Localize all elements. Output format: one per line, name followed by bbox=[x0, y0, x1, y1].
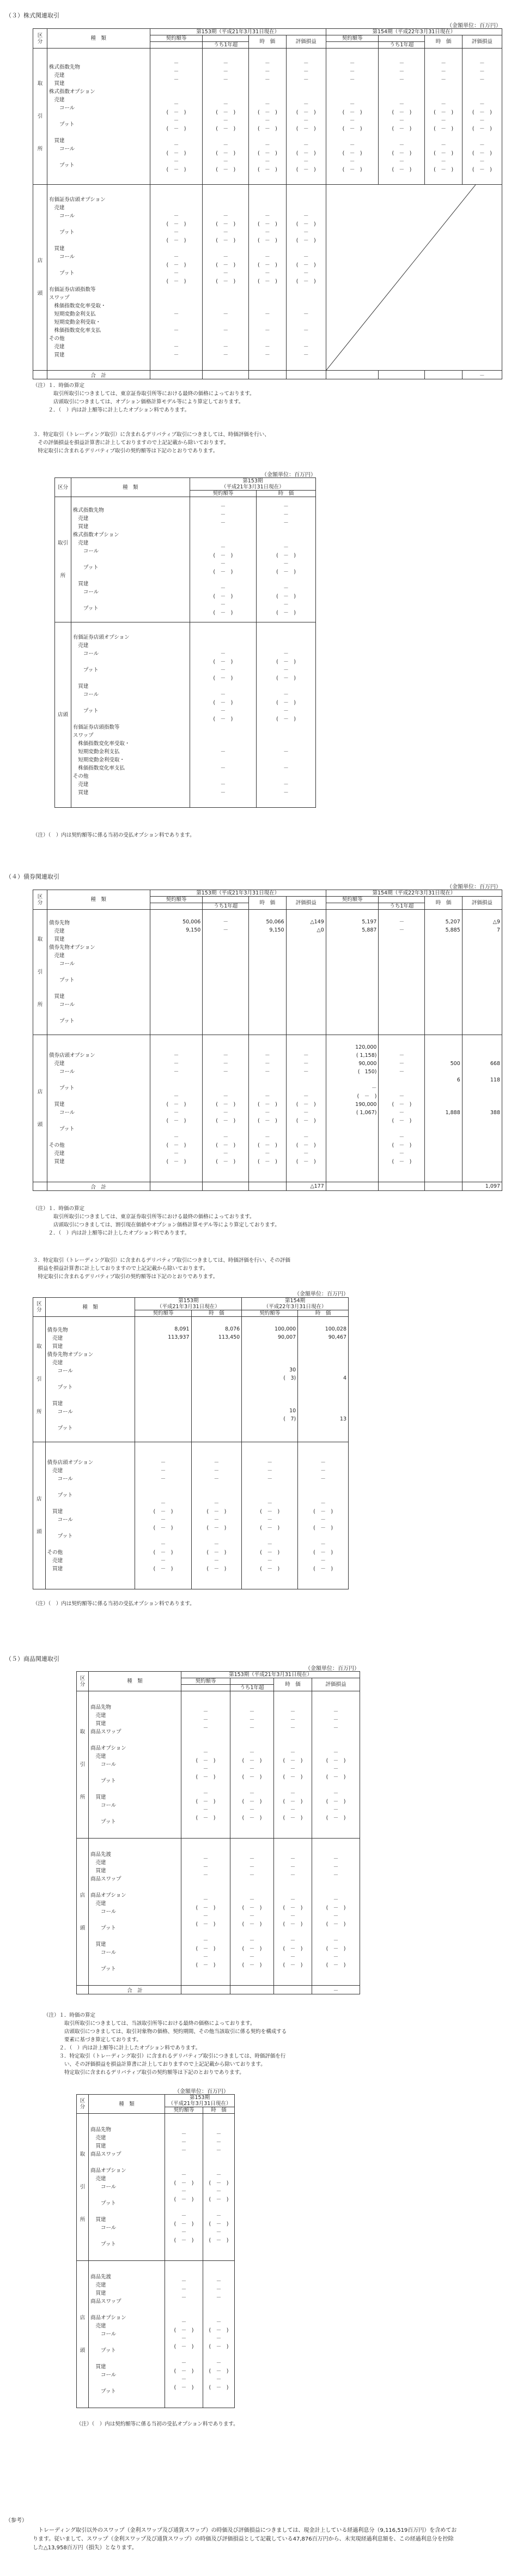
cell-values: － － － － ( － ) － ( － ) － ( － ) － ( － ) bbox=[274, 1839, 312, 1986]
col-fair-value: 時 価 bbox=[274, 1678, 312, 1691]
cell-values: － － － － ( － ) － ( － ) － ( － ) － ( － ) bbox=[425, 49, 462, 185]
row-labels: 商品先渡 売建 買建 商品スワップ 商品オプション 売建 コール プット 買建 コール プット bbox=[89, 1839, 181, 1986]
col-fair-value: 時 価 bbox=[249, 35, 286, 49]
total-label: 合 計 bbox=[47, 371, 150, 379]
cell-values: － ( － ) － ( － ) － ( － ) － ( － ) － － － － bbox=[203, 185, 249, 371]
cell-values: － － － － ( － ) － ( － ) － ( － ) － ( － ) bbox=[150, 1035, 203, 1182]
col-contract: 契約額等 bbox=[326, 897, 379, 903]
col-shurui: 種 類 bbox=[89, 1672, 181, 1691]
unit-label: （金額単位：百万円） bbox=[174, 2089, 229, 2095]
col-shurui: 種 類 bbox=[47, 29, 150, 49]
cell-values: － － － － ( － ) － ( － ) － ( － ) － ( － ) bbox=[379, 49, 425, 185]
group-exchange: 取引所 bbox=[77, 2114, 89, 2261]
group-exchange: 取引所 bbox=[33, 49, 47, 185]
cell-values: 5,207 5,885 bbox=[425, 910, 462, 1035]
unit-label: （金額単位：百万円） bbox=[447, 23, 501, 29]
cell-values: － － － － ( － ) － ( － ) － ( － ) － ( － ) bbox=[462, 49, 502, 185]
cell-values: － － － － ( － ) － ( － ) － ( － ) － ( － ) bbox=[249, 1035, 286, 1182]
col-contract: 契約額等 bbox=[242, 1310, 298, 1317]
total-valuation-154: 1,097 bbox=[462, 1182, 502, 1191]
col-shurui: 種 類 bbox=[47, 890, 150, 910]
col-period-153: 第153期 （平成21年3月31日現在） bbox=[165, 2095, 235, 2107]
cell-values: 8,076 113,450 bbox=[191, 1317, 242, 1442]
cell-values: 120,000 ( 1,158) 90,000 ( 150) － ( － ) 190,000 ( 1,067) bbox=[326, 1035, 379, 1182]
cell-values: － － － － ( － ) － ( － ) － ( － ) － ( － ) bbox=[274, 1691, 312, 1839]
col-period-153: 第153期 （平成21年3月31日現在） bbox=[190, 478, 315, 491]
col-valuation: 評価損益 bbox=[462, 897, 502, 910]
note: （注）（ ）内は契約額等に係る当初の受払オプション料であります。 bbox=[33, 832, 195, 838]
col-fair-value: 時 価 bbox=[425, 897, 462, 910]
col-period-154: 第154期（平成22年3月31日現在） bbox=[326, 29, 502, 35]
col-fair-value: 時 価 bbox=[249, 897, 286, 910]
col-contract: 契約額等 bbox=[326, 35, 379, 42]
cell-values: － － － － ( － ) － ( － ) － ( － ) － ( － ) bbox=[379, 1035, 425, 1182]
col-fair-value: 時 価 bbox=[298, 1310, 349, 1317]
row-labels: 債券先物 売建 買建 債券先物オプション 売建 コール プット 買建 コール プット bbox=[45, 1317, 135, 1442]
cell-values: － － － － ( － ) － ( － ) － ( － ) － ( － ) bbox=[181, 1839, 230, 1986]
col-fair-value: 時 価 bbox=[191, 1310, 242, 1317]
col-period-153: 第153期（平成21年3月31日現在） bbox=[181, 1672, 360, 1678]
cell-values: 5,197 5,887 bbox=[326, 910, 379, 1035]
row-labels: 株式指数先物 売建 買建 株式指数オプション 売建 コール プット 買建 コール プット bbox=[47, 49, 150, 185]
row-labels: 債券先物 売建 買建 債券先物オプション 売建 コール プット 買建 コール プット bbox=[47, 910, 150, 1035]
col-kubun: 区分 bbox=[77, 2095, 89, 2114]
reference-label: （参考） bbox=[5, 2518, 27, 2524]
total-label: 合 計 bbox=[89, 1986, 181, 1994]
cell-values: － － － － ( － ) － ( － ) － ( － ) － ( － ) bbox=[181, 1691, 230, 1839]
cell-values: － ( － ) － ( － ) － ( － ) － ( － ) － － － － bbox=[150, 185, 203, 371]
col-contract: 契約額等 bbox=[135, 1310, 191, 1317]
cell-values: － － － － ( － ) － ( － ) － ( － ) － ( － ) bbox=[312, 1839, 360, 1986]
group-otc: 店頭 bbox=[77, 2261, 89, 2408]
row-labels: 債券店頭オプション 売建 コール プット 買建 コール プット その他 売建 買建 bbox=[47, 1035, 150, 1182]
notes: （注）１．時価の算定 取引所取引につきましては、東京証券取引所等における最終の価格によっております。 店頭取引につきましては、オプション価格計算モデル等により算定しております。 ２．（ ）内は計上額等に計上したオプション料であります。 bbox=[33, 383, 255, 413]
col-shurui: 種 類 bbox=[45, 1298, 135, 1317]
cell-values: － － bbox=[379, 910, 425, 1035]
cell-values: 100,000 90,007 30 ( 3) 10 ( 7) bbox=[242, 1317, 298, 1442]
cell-values: 8,091 113,937 bbox=[135, 1317, 191, 1442]
cell-values: 50,066 9,150 bbox=[249, 910, 286, 1035]
diagonal-line bbox=[326, 185, 476, 370]
equity-table: 区分 種 類 第153期（平成21年3月31日現在） 第154期（平成22年3月31日現在） 契約額等 時 価 評価損益 契約額等 時 価 評価損益 うち1年超 うち1年超 取引所 株式指数先物 売建 買建 株式指数オプション 売建 コール プット 買建 コール プット － － － － ( － ) － ( － ) － ( － ) － ( － ) － － － － ( － ) － ( － ) － ( － ) － ( － ) － － － － ( － ) － ( － ) － ( － ) － ( － ) － － － － ( － ) － ( － ) － ( － ) － ( － ) － － － － ( － ) － ( － ) － ( － ) － ( － ) － － － － ( － ) － ( － ) － ( － ) － ( － ) － － － － ( － ) － ( － ) － ( － ) － ( － ) － － － － ( － ) － ( － ) － ( － ) － ( － ) 店頭 有価証券店頭オプション 売建 コール プット 買建 コール プット 有価証券店頭指数等 スワップ 株価指数変化率受取・ 短期変動金利支払 短期変動金利受取・ 株価指数変化率支払 その他 売建 買建 － ( － ) － ( － ) － ( － ) － ( － ) － － － － － ( － ) － ( － ) － ( － ) － ( － ) － － － － － ( － ) － ( － ) － ( － ) － ( － ) － － － － － ( － ) － ( － ) － ( － ) － ( － ) － － － － 合 計 － bbox=[33, 28, 502, 379]
cell-values: △149 △0 bbox=[286, 910, 326, 1035]
col-fair-value: 時 価 bbox=[257, 491, 316, 497]
note: （注）（ ）内は契約額等に係る当初の受払オプション料であります。 bbox=[33, 1601, 195, 1607]
col-over-1y: うち1年超 bbox=[379, 903, 425, 910]
cell-values: － － － － ( － ) － ( － ) － ( － ) － ( － ) bbox=[298, 1442, 349, 1589]
col-contract: 契約額等 bbox=[181, 1678, 230, 1685]
col-kubun: 区分 bbox=[77, 1672, 89, 1691]
cell-values: － － － － ( － ) － ( － ) － ( － ) － ( － ) bbox=[203, 2261, 235, 2408]
bond-trading-table bbox=[33, 1297, 349, 1589]
cell-values: － － － － ( － ) － ( － ) － ( － ) － ( － ) bbox=[257, 497, 316, 622]
section-title: （５）商品関連取引 bbox=[5, 1655, 59, 1662]
cell-values: － － － － ( － ) － ( － ) － ( － ) － ( － ) bbox=[230, 1691, 274, 1839]
cell-values: － ( － ) － ( － ) － ( － ) － ( － ) － － － － bbox=[249, 185, 286, 371]
cell-values: － － － － ( － ) － ( － ) － ( － ) － ( － ) bbox=[165, 2261, 203, 2408]
cell-values: － － － － ( － ) － ( － ) － ( － ) － ( － ) bbox=[203, 49, 249, 185]
cell-values: － － － － ( － ) － ( － ) － ( － ) － ( － ) bbox=[286, 49, 326, 185]
cell-values: － － － － ( － ) － ( － ) － ( － ) － ( － ) bbox=[191, 1442, 242, 1589]
col-period-153: 第153期 （平成21年3月31日現在） bbox=[135, 1298, 242, 1310]
group-exchange: 取引所 bbox=[77, 1691, 89, 1839]
commodity-table: 区分 種 類 第153期（平成21年3月31日現在） 契約額等 時 価 評価損益 うち1年超 取引所 商品先物 売建 買建 商品スワップ 商品オプション 売建 コール プット 買建 コール プット － － － － ( － ) － ( － ) － ( － ) － ( － ) － － － － ( － ) － ( － ) － ( － ) － ( － ) － － － － ( － ) － ( － ) － ( － ) － ( － ) － － － － ( － ) － ( － ) － ( － ) － ( － ) 店頭 商品先渡 売建 買建 商品スワップ 商品オプション 売建 コール プット 買建 コール プット － － － － ( － ) － ( － ) － ( － ) － ( － ) － － － － ( － ) － ( － ) － ( － ) － ( － ) － － － － ( － ) － ( － ) － ( － ) － ( － ) － － － － ( － ) － ( － ) － ( － ) － ( － ) 合 計 － bbox=[76, 1671, 360, 1994]
col-kubun: 区分 bbox=[33, 1298, 46, 1317]
cell-values: － － － － ( － ) － ( － ) － ( － ) － ( － ) bbox=[135, 1442, 191, 1589]
cell-values: － － － － ( － ) － ( － ) － ( － ) － ( － ) bbox=[203, 1035, 249, 1182]
col-kubun: 区分 bbox=[55, 478, 71, 497]
row-labels: 商品先渡 売建 買建 商品スワップ 商品オプション 売建 コール プット 買建 コール プット bbox=[89, 2261, 165, 2408]
cell-values: － － － － ( － ) － ( － ) － ( － ) － ( － ) bbox=[150, 49, 203, 185]
col-kubun: 区分 bbox=[33, 29, 47, 49]
group-otc: 店頭 bbox=[33, 1035, 47, 1182]
cell-values: － － － － ( － ) － ( － ) － ( － ) － ( － ) bbox=[165, 2114, 203, 2261]
cell-values: － ( － ) － ( － ) － ( － ) － ( － ) － － － － bbox=[190, 622, 256, 808]
col-fair-value: 時 価 bbox=[425, 35, 462, 49]
col-kubun: 区分 bbox=[33, 890, 47, 910]
row-labels: 株式指数先物 売建 買建 株式指数オプション 売建 コール プット 買建 コール プット bbox=[71, 497, 190, 622]
section-title: （３）株式関連取引 bbox=[5, 12, 59, 19]
note: （注）（ ）内は契約額等に係る当初の受払オプション料であります。 bbox=[76, 2421, 239, 2427]
col-contract: 契約額等 bbox=[150, 897, 203, 903]
cell-values: 100,028 90,467 4 13 bbox=[298, 1317, 349, 1442]
row-labels: 有価証券店頭オプション 売建 コール プット 買建 コール プット 有価証券店頭指数等 スワップ 株価指数変化率受取・ 短期変動金利支払 短期変動金利受取・ 株価指数変化率支払 その他 売建 買建 bbox=[71, 622, 190, 808]
row-labels: 商品先物 売建 買建 商品スワップ 商品オプション 売建 コール プット 買建 コール プット bbox=[89, 1691, 181, 1839]
col-contract: 契約額等 bbox=[165, 2107, 203, 2114]
col-over-1y: うち1年超 bbox=[379, 42, 425, 49]
cell-values: － － － － ( － ) － ( － ) － ( － ) － ( － ) bbox=[326, 49, 379, 185]
diagonal-blank bbox=[326, 185, 502, 371]
group-otc: 店頭 bbox=[33, 185, 47, 371]
intro-text: ３．特定取引（トレーディング取引）に含まれるデリバティブ取引につきましては、時価評価を行い、 その評価損益を損益計算書に計上しておりますので上記記載から除いております。 特定取引に含まれるデリバティブ取引の契約額等は下記のとおりであります。 bbox=[33, 432, 270, 454]
total-label: 合 計 bbox=[47, 1182, 150, 1191]
cell-values: 668 118 388 bbox=[462, 1035, 502, 1182]
col-shurui: 種 類 bbox=[89, 2095, 165, 2114]
cell-values: － － － － ( － ) － ( － ) － ( － ) － ( － ) bbox=[286, 1035, 326, 1182]
col-period-153: 第153期（平成21年3月31日現在） bbox=[150, 890, 326, 897]
group-exchange: 取引所 bbox=[55, 497, 71, 622]
group-exchange: 取引所 bbox=[33, 910, 47, 1035]
cell-values: － － － － ( － ) － ( － ) － ( － ) － ( － ) bbox=[312, 1691, 360, 1839]
col-period-154: 第154期 （平成22年3月31日現在） bbox=[242, 1298, 349, 1310]
group-otc: 店頭 bbox=[77, 1839, 89, 1986]
cell-values: － ( － ) － ( － ) － ( － ) － ( － ) － － － － bbox=[286, 185, 326, 371]
col-valuation: 評価損益 bbox=[286, 897, 326, 910]
cell-values: － － － － ( － ) － ( － ) － ( － ) － ( － ) bbox=[190, 497, 256, 622]
col-shurui: 種 類 bbox=[71, 478, 190, 497]
cell-values: △9 7 bbox=[462, 910, 502, 1035]
cell-values: － － － － ( － ) － ( － ) － ( － ) － ( － ) bbox=[230, 1839, 274, 1986]
row-labels: 債券店頭オプション 売建 コール プット 買建 コール プット その他 売建 買建 bbox=[45, 1442, 135, 1589]
cell-values: 500 6 1,888 bbox=[425, 1035, 462, 1182]
unit-label: （金額単位：百万円） bbox=[261, 472, 316, 478]
equity-trading-table bbox=[54, 477, 316, 808]
section-title: （４）債券関連取引 bbox=[5, 873, 59, 880]
bond-table bbox=[33, 890, 502, 1191]
notes: （注）１．時価の算定 取引所取引につきましては、東京証券取引所等における最終の価格によっております。 店頭取引につきましては、割引現在価値やオプション価格計算モデル等により算定しております。 ２．（ ）内は計上額等に計上したオプション料であります。 bbox=[33, 1206, 280, 1236]
intro-text: ３．特定取引（トレーディング取引）に含まれるデリバティブ取引につきましては、時価評価を行い、その評価 損益を損益計算書に計上しておりますので上記記載から除いております。 特定取引に含まれるデリバティブ取引の契約額等は下記のとおりであります。 bbox=[33, 1257, 290, 1280]
commodity-trading-table bbox=[76, 2094, 235, 2408]
col-valuation: 評価損益 bbox=[462, 35, 502, 49]
col-contract: 契約額等 bbox=[190, 491, 256, 497]
cell-values: － － － － ( － ) － ( － ) － ( － ) － ( － ) bbox=[203, 2114, 235, 2261]
cell-values: － － － － ( － ) － ( － ) － ( － ) － ( － ) bbox=[249, 49, 286, 185]
col-over-1y: うち1年超 bbox=[230, 1685, 274, 1691]
col-contract: 契約額等 bbox=[150, 35, 203, 42]
group-otc: 店頭 bbox=[33, 1442, 46, 1589]
col-fair-value: 時 価 bbox=[203, 2107, 235, 2114]
group-exchange: 取引所 bbox=[33, 1317, 46, 1442]
col-valuation: 評価損益 bbox=[312, 1678, 360, 1691]
unit-label: （金額単位：百万円） bbox=[294, 1291, 349, 1297]
unit-label: （金額単位：百万円） bbox=[305, 1666, 360, 1672]
row-labels: 商品先物 売建 買建 商品スワップ 商品オプション 売建 コール プット 買建 コール プット bbox=[89, 2114, 165, 2261]
cell-values: － － － － ( － ) － ( － ) － ( － ) － ( － ) bbox=[242, 1442, 298, 1589]
row-labels: 有価証券店頭オプション 売建 コール プット 買建 コール プット 有価証券店頭指数等 スワップ 株価指数変化率受取・ 短期変動金利支払 短期変動金利受取・ 株価指数変化率支払 その他 売建 買建 bbox=[47, 185, 150, 371]
reference-paragraph: トレーディング取引以外のスワップ（金利スワップ及び通貨スワップ）の時価及び評価損益につきましては、現金計上している経過利息分（9,116,519百万円）を含めております。従いまして、スワップ（金利スワップ及び通貨スワップ）の時価及び評価損益として記載している47,876百万円から、未実現経過利息額を、この経過利息分を控除した△13,958百万円（損失）となります。 bbox=[33, 2527, 457, 2551]
group-otc: 店頭 bbox=[55, 622, 71, 808]
unit-label: （金額単位：百万円） bbox=[447, 884, 501, 890]
col-over-1y: うち1年超 bbox=[203, 42, 249, 49]
notes: （注）１．時価の算定 取引所取引につきましては、当該取引所等における最終の価格によっております。 店頭取引につきましては、取引対象物の価格、契約期間、その他当該取引に係る契約を構成する 要素に基づき算定しております。 ２．（ ）内は計上額等に計上したオプション料であります。 ３．特定取引（トレーディング取引）に含まれるデリバティブ取引につきましては、時価評価を行 い、その評価損益を損益計算書に計上しておりますので上記記載から除いております。 特定取引に含まれるデリバティブ取引の契約額等は下記のとおりであります。 bbox=[44, 2012, 287, 2076]
cell-values: － ( － ) － ( － ) － ( － ) － ( － ) － － － － bbox=[257, 622, 316, 808]
col-over-1y: うち1年超 bbox=[203, 903, 249, 910]
cell-values: － － bbox=[203, 910, 249, 1035]
col-valuation: 評価損益 bbox=[286, 35, 326, 49]
cell-values: 50,006 9,150 bbox=[150, 910, 203, 1035]
total-valuation-153: △177 bbox=[286, 1182, 326, 1191]
col-period-154: 第154期（平成22年3月31日現在） bbox=[326, 890, 502, 897]
col-period-153: 第153期（平成21年3月31日現在） bbox=[150, 29, 326, 35]
